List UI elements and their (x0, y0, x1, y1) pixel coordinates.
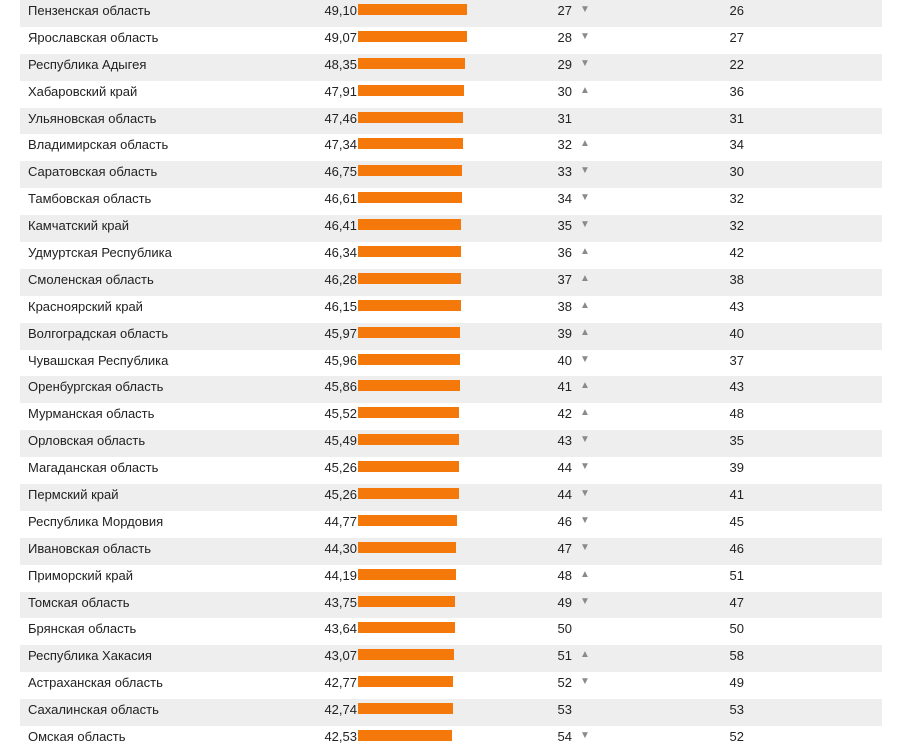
score-bar (358, 730, 452, 741)
rank-value: 49 (557, 594, 572, 610)
score-value: 46,15 (324, 298, 357, 314)
region-name: Красноярский край (28, 298, 143, 314)
table-row (20, 538, 882, 565)
score-bar (358, 58, 465, 69)
trend-down-icon: ▼ (580, 353, 590, 365)
score-bar (358, 85, 464, 96)
trend-up-icon: ▲ (580, 380, 590, 392)
rank-value: 40 (557, 352, 572, 368)
rank-value: 38 (557, 298, 572, 314)
region-name: Омская область (28, 729, 126, 745)
previous-rank-value: 22 (729, 56, 744, 72)
region-name: Хабаровский край (28, 83, 138, 99)
region-name: Орловская область (28, 433, 146, 449)
trend-down-icon: ▼ (580, 461, 590, 473)
score-value: 45,97 (324, 325, 357, 341)
score-bar (358, 569, 456, 580)
trend-up-icon: ▲ (580, 407, 590, 419)
score-bar (358, 246, 461, 257)
previous-rank-value: 40 (729, 325, 744, 341)
table-row (20, 0, 882, 27)
table-row (20, 672, 882, 699)
score-value: 42,77 (324, 675, 357, 691)
trend-down-icon: ▼ (580, 57, 590, 69)
trend-down-icon: ▼ (580, 192, 590, 204)
score-value: 46,61 (324, 191, 357, 207)
score-value: 49,07 (324, 29, 357, 45)
rank-value: 44 (557, 487, 572, 503)
region-name: Удмуртская Республика (28, 245, 172, 261)
trend-up-icon: ▲ (580, 299, 590, 311)
score-value: 44,30 (324, 540, 357, 556)
trend-up-icon: ▲ (580, 649, 590, 661)
region-name: Ивановская область (28, 540, 151, 556)
table-row (20, 108, 882, 135)
table-row (20, 54, 882, 81)
score-bar (358, 273, 461, 284)
table-row (20, 27, 882, 54)
previous-rank-value: 36 (729, 83, 744, 99)
region-name: Республика Мордовия (28, 513, 164, 529)
table-row (20, 592, 882, 619)
score-bar (358, 300, 461, 311)
table-row (20, 161, 882, 188)
rank-value: 39 (557, 325, 572, 341)
region-name: Брянская область (28, 621, 137, 637)
trend-up-icon: ▲ (580, 568, 590, 580)
table-row (20, 215, 882, 242)
trend-down-icon: ▼ (580, 4, 590, 15)
rank-value: 34 (557, 191, 572, 207)
table-row (20, 430, 882, 457)
score-bar (358, 354, 460, 365)
score-bar (358, 676, 453, 687)
previous-rank-value: 52 (729, 729, 744, 745)
score-value: 42,74 (324, 702, 357, 718)
rank-value: 52 (557, 675, 572, 691)
rank-value: 50 (557, 621, 572, 637)
rank-value: 27 (557, 3, 572, 18)
score-bar (358, 515, 457, 526)
region-name: Тамбовская область (28, 191, 152, 207)
previous-rank-value: 32 (729, 191, 744, 207)
region-name: Республика Адыгея (28, 56, 147, 72)
previous-rank-value: 58 (729, 648, 744, 664)
region-name: Сахалинская область (28, 702, 159, 718)
score-value: 46,41 (324, 218, 357, 234)
rank-value: 47 (557, 540, 572, 556)
table-row (20, 323, 882, 350)
trend-down-icon: ▼ (580, 541, 590, 553)
region-name: Оренбургская область (28, 379, 164, 395)
previous-rank-value: 53 (729, 702, 744, 718)
rank-value: 46 (557, 513, 572, 529)
score-bar (358, 407, 459, 418)
score-bar (358, 434, 459, 445)
score-value: 44,19 (324, 567, 357, 583)
score-value: 43,07 (324, 648, 357, 664)
rank-value: 48 (557, 567, 572, 583)
score-value: 47,34 (324, 137, 357, 153)
score-value: 46,34 (324, 245, 357, 261)
rank-value: 53 (557, 702, 572, 718)
score-bar (358, 649, 454, 660)
previous-rank-value: 49 (729, 675, 744, 691)
previous-rank-value: 39 (729, 460, 744, 476)
previous-rank-value: 27 (729, 29, 744, 45)
score-bar (358, 4, 467, 15)
score-value: 43,75 (324, 594, 357, 610)
rank-value: 51 (557, 648, 572, 664)
score-value: 46,75 (324, 164, 357, 180)
trend-down-icon: ▼ (580, 219, 590, 231)
region-name: Астраханская область (28, 675, 163, 691)
score-bar (358, 703, 453, 714)
previous-rank-value: 51 (729, 567, 744, 583)
rank-value: 37 (557, 271, 572, 287)
trend-none-icon (578, 618, 592, 645)
score-value: 42,53 (324, 729, 357, 745)
rank-value: 28 (557, 29, 572, 45)
previous-rank-value: 48 (729, 406, 744, 422)
trend-up-icon: ▲ (580, 84, 590, 96)
rank-value: 43 (557, 433, 572, 449)
table-row (20, 645, 882, 672)
score-value: 45,52 (324, 406, 357, 422)
previous-rank-value: 35 (729, 433, 744, 449)
trend-down-icon: ▼ (580, 730, 590, 742)
region-name: Пензенская область (28, 3, 151, 18)
table-row (20, 484, 882, 511)
score-bar (358, 596, 455, 607)
table-row (20, 699, 882, 726)
trend-up-icon: ▲ (580, 246, 590, 258)
trend-down-icon: ▼ (580, 30, 590, 42)
score-value: 45,26 (324, 487, 357, 503)
table-row (20, 376, 882, 403)
table-row (20, 242, 882, 269)
region-name: Томская область (28, 594, 130, 610)
previous-rank-value: 42 (729, 245, 744, 261)
score-bar (358, 622, 455, 633)
rank-value: 42 (557, 406, 572, 422)
table-row (20, 296, 882, 323)
previous-rank-value: 34 (729, 137, 744, 153)
table-row (20, 457, 882, 484)
score-bar (358, 112, 463, 123)
region-name: Приморский край (28, 567, 133, 583)
score-value: 45,96 (324, 352, 357, 368)
score-value: 45,26 (324, 460, 357, 476)
trend-up-icon: ▲ (580, 272, 590, 284)
region-name: Ярославская область (28, 29, 159, 45)
trend-down-icon: ▼ (580, 676, 590, 688)
previous-rank-value: 26 (729, 3, 744, 18)
region-name: Пермский край (28, 487, 119, 503)
score-bar (358, 138, 463, 149)
score-value: 46,28 (324, 271, 357, 287)
score-value: 43,64 (324, 621, 357, 637)
trend-none-icon (578, 699, 592, 726)
score-bar (358, 192, 462, 203)
score-value: 47,46 (324, 110, 357, 126)
rating-table (20, 0, 882, 753)
region-name: Ульяновская область (28, 110, 157, 126)
score-bar (358, 488, 459, 499)
trend-down-icon: ▼ (580, 488, 590, 500)
rank-value: 30 (557, 83, 572, 99)
score-bar (358, 542, 456, 553)
rank-value: 35 (557, 218, 572, 234)
score-value: 45,49 (324, 433, 357, 449)
region-name: Владимирская область (28, 137, 169, 153)
previous-rank-value: 32 (729, 218, 744, 234)
previous-rank-value: 37 (729, 352, 744, 368)
region-name: Саратовская область (28, 164, 158, 180)
score-bar (358, 31, 467, 42)
table-row (20, 269, 882, 296)
rank-value: 44 (557, 460, 572, 476)
rank-value: 36 (557, 245, 572, 261)
previous-rank-value: 30 (729, 164, 744, 180)
score-value: 48,35 (324, 56, 357, 72)
previous-rank-value: 45 (729, 513, 744, 529)
table-row (20, 403, 882, 430)
rank-value: 31 (557, 110, 572, 126)
region-name: Мурманская область (28, 406, 155, 422)
previous-rank-value: 38 (729, 271, 744, 287)
score-bar (358, 165, 462, 176)
table-row (20, 350, 882, 377)
score-value: 44,77 (324, 513, 357, 529)
table-row (20, 81, 882, 108)
score-value: 47,91 (324, 83, 357, 99)
rank-value: 33 (557, 164, 572, 180)
table-row (20, 726, 882, 753)
table-row (20, 134, 882, 161)
table-row (20, 565, 882, 592)
trend-none-icon (578, 108, 592, 135)
score-bar (358, 219, 461, 230)
rank-value: 54 (557, 729, 572, 745)
score-value: 49,10 (324, 3, 357, 18)
score-bar (358, 380, 460, 391)
region-name: Республика Хакасия (28, 648, 152, 664)
trend-down-icon: ▼ (580, 595, 590, 607)
region-name: Камчатский край (28, 218, 129, 234)
region-name: Чувашская Республика (28, 352, 169, 368)
score-bar (358, 327, 460, 338)
rank-value: 41 (557, 379, 572, 395)
rank-value: 29 (557, 56, 572, 72)
trend-down-icon: ▼ (580, 165, 590, 177)
rank-value: 32 (557, 137, 572, 153)
region-name: Волгоградская область (28, 325, 169, 341)
trend-down-icon: ▼ (580, 434, 590, 446)
previous-rank-value: 43 (729, 298, 744, 314)
trend-up-icon: ▲ (580, 326, 590, 338)
previous-rank-value: 47 (729, 594, 744, 610)
previous-rank-value: 50 (729, 621, 744, 637)
trend-up-icon: ▲ (580, 138, 590, 150)
region-name: Смоленская область (28, 271, 154, 287)
table-row (20, 511, 882, 538)
region-name: Магаданская область (28, 460, 159, 476)
previous-rank-value: 41 (729, 487, 744, 503)
score-bar (358, 461, 459, 472)
previous-rank-value: 31 (729, 110, 744, 126)
table-row (20, 618, 882, 645)
table-row (20, 188, 882, 215)
score-value: 45,86 (324, 379, 357, 395)
previous-rank-value: 46 (729, 540, 744, 556)
trend-down-icon: ▼ (580, 514, 590, 526)
previous-rank-value: 43 (729, 379, 744, 395)
